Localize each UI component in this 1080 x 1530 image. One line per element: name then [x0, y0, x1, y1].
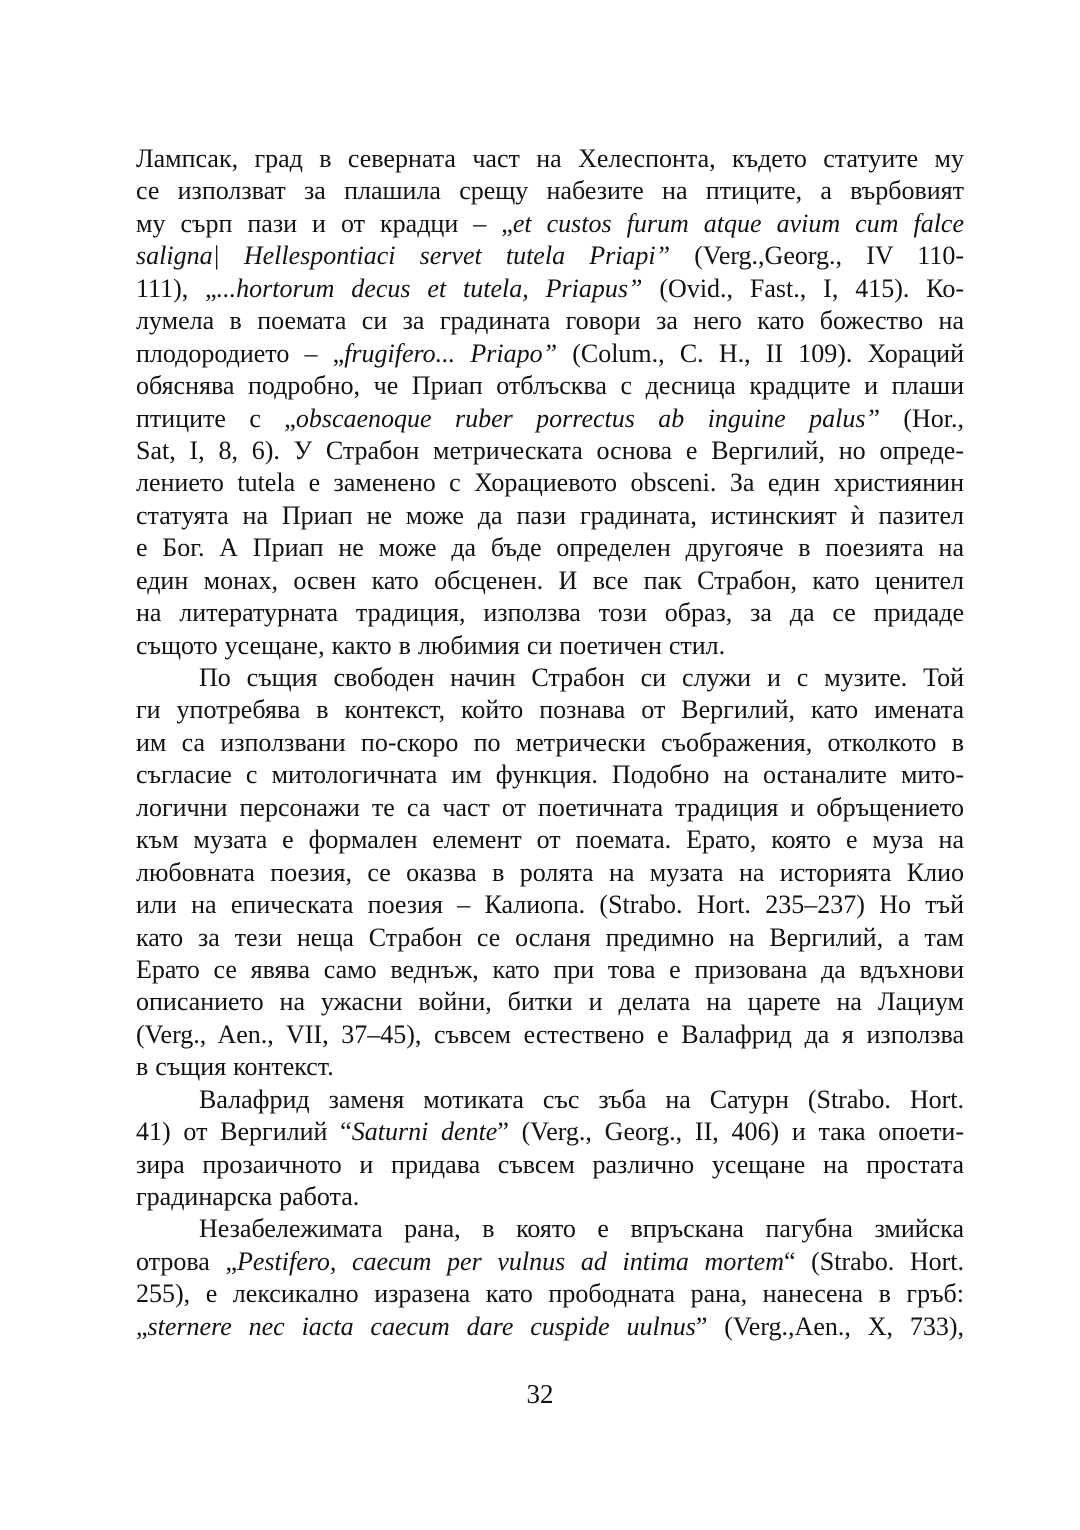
text-segment: на литературната традиция, използва този образ, за да се придаде: [136, 598, 964, 628]
latin-quote-segment: frugifero... Priapo”: [344, 338, 558, 368]
text-line: [136, 305, 964, 337]
text-segment: същото усещане, както в любимия си поетичен стил.: [136, 630, 726, 660]
text-segment: Ерато се явява само веднъж, като при това е призована да вдъхнови: [136, 954, 964, 984]
text-line: [136, 1051, 964, 1083]
text-line: [136, 467, 964, 499]
text-line: [136, 565, 964, 597]
text-line: [136, 662, 964, 694]
text-line: [136, 630, 964, 662]
latin-quote-segment: et custos furum atque avium cum falce: [512, 208, 964, 238]
text-segment: към музата е формален елемент от поемата. Ерато, която е муза на: [136, 825, 964, 855]
text-segment: съгласие с митологичната им функция. Подобно на останалите мито-: [136, 760, 964, 790]
text-line: [136, 175, 964, 207]
text-segment: „: [136, 1311, 148, 1341]
text-segment: е Бог. А Приап не може да бъде определен другояче в поезията на: [136, 533, 964, 563]
text-line: [136, 240, 964, 272]
text-segment: описанието на ужасни войни, битки и делата на царете на Лациум: [136, 987, 964, 1017]
latin-quote-segment: ...hortorum decus et tutela, Priapus”: [216, 273, 643, 303]
text-line: [136, 922, 964, 954]
text-line: [136, 500, 964, 532]
page-number: 32: [526, 1379, 554, 1409]
text-segment: 255), е лексикално изразена като прободната рана, нанесена в гръб:: [136, 1279, 964, 1309]
text-line: [136, 1311, 964, 1343]
text-segment: “ (Strabo. Hort.: [783, 1246, 964, 1276]
latin-quote-segment: sternere nec iacta caecum dare cuspide uulnus: [147, 1311, 696, 1341]
text-segment: му сърп пази и от крадци – „: [136, 208, 513, 238]
text-line: [136, 694, 964, 726]
text-segment: (Hor.,: [879, 403, 964, 433]
text-segment: Лампсак, град в северната част на Хелеспонта, където статуите му: [136, 144, 964, 173]
text-segment: (Ovid., Fast., I, 415). Ко-: [642, 273, 964, 303]
text-line: [136, 143, 964, 175]
text-segment: като за тези неща Страбон се осланя предимно на Вергилий, а там: [136, 922, 964, 952]
text-line: [136, 1116, 964, 1148]
text-line: [136, 1181, 964, 1213]
text-line: [136, 338, 964, 370]
text-segment: отрова „: [136, 1246, 237, 1276]
text-segment: логични персонажи те са част от поетичната традиция и обръщението: [136, 792, 964, 822]
text-line: [136, 370, 964, 402]
latin-quote-segment: Pestifero, caecum per vulnus ad intima mortem: [236, 1246, 784, 1276]
text-line: [136, 792, 964, 824]
text-segment: се използват за плашила срещу набезите на птиците, а върбовият: [136, 176, 964, 206]
text-segment: любовната поезия, се оказва в ролята на музата на историята Клио: [136, 857, 964, 887]
text-segment: По същия свободен начин Страбон си служи и с музите. Той: [199, 663, 964, 692]
text-segment: Незабележимата рана, в която е впръскана пагубна змийска: [199, 1214, 964, 1244]
text-segment: ” (Verg.,Aen., X, 733),: [695, 1311, 964, 1341]
text-line: [136, 1246, 964, 1278]
text-line: [136, 597, 964, 629]
text-segment: ” (Verg., Georg., II, 406) и така опоети-: [497, 1117, 964, 1147]
text-segment: лумела в поемата си за градината говори за него като божество на: [136, 306, 964, 336]
text-segment: един монах, освен като обсценен. И все пак Страбон, като ценител: [136, 565, 964, 595]
text-line: [136, 857, 964, 889]
latin-quote-segment: Saturni dente: [351, 1117, 498, 1147]
text-segment: им са използвани по-скоро по метрически съображения, отколкото в: [136, 727, 964, 757]
text-segment: Sat, I, 8, 6). У Страбон метрическата основа е Вергилий, но опреде-: [136, 435, 964, 465]
text-line: [136, 954, 964, 986]
text-segment: лението tutela е заменено с Хорациевото obsceni. За един християнин: [136, 468, 964, 498]
text-line: [136, 824, 964, 856]
text-line: [136, 1019, 964, 1051]
text-line: [136, 208, 964, 240]
text-line: [136, 1278, 964, 1310]
text-segment: (Verg., Aen., VII, 37–45), съвсем естествено е Валафрид да я използва: [136, 1019, 964, 1049]
text-segment: ги употребява в контекст, който познава от Вергилий, като имената: [136, 695, 964, 725]
text-line: [136, 727, 964, 759]
text-line: [136, 1084, 964, 1116]
text-line: [136, 273, 964, 305]
text-line: [136, 1149, 964, 1181]
text-line: [136, 403, 964, 435]
text-segment: или на епическата поезия – Калиопа. (Strabo. Hort. 235–237) Но тъй: [136, 890, 964, 920]
body-text: [136, 143, 964, 1343]
text-line: [136, 435, 964, 467]
latin-quote-segment: saligna| Hellespontiaci servet tutela Priapi”: [136, 241, 671, 271]
text-line: [136, 986, 964, 1018]
text-segment: плодородието – „: [136, 338, 345, 368]
text-segment: 41) от Вергилий “: [136, 1117, 352, 1147]
text-segment: градинарска работа.: [136, 1182, 360, 1211]
text-segment: статуята на Приап не може да пази градината, истинският ѝ пазител: [136, 500, 964, 530]
text-line: [136, 889, 964, 921]
text-segment: птиците с „: [136, 403, 296, 433]
text-line: [136, 759, 964, 791]
text-segment: (Verg.,Georg., IV 110-: [670, 241, 964, 271]
text-line: [136, 1213, 964, 1245]
text-segment: в същия контекст.: [136, 1052, 334, 1082]
text-segment: Валафрид заменя мотиката със зъба на Сатурн (Strabo. Hort.: [199, 1084, 964, 1114]
latin-quote-segment: obscaenoque ruber porrectus ab inguine palus”: [295, 403, 880, 433]
text-line: [136, 532, 964, 564]
text-segment: обяснява подробно, че Приап отблъсква с десница крадците и плаши: [136, 371, 964, 401]
text-segment: зира прозаичното и придава съвсем различно усещане на простата: [136, 1149, 964, 1179]
text-segment: 111), „: [136, 273, 217, 303]
text-segment: (Colum., C. H., II 109). Хораций: [557, 338, 964, 368]
